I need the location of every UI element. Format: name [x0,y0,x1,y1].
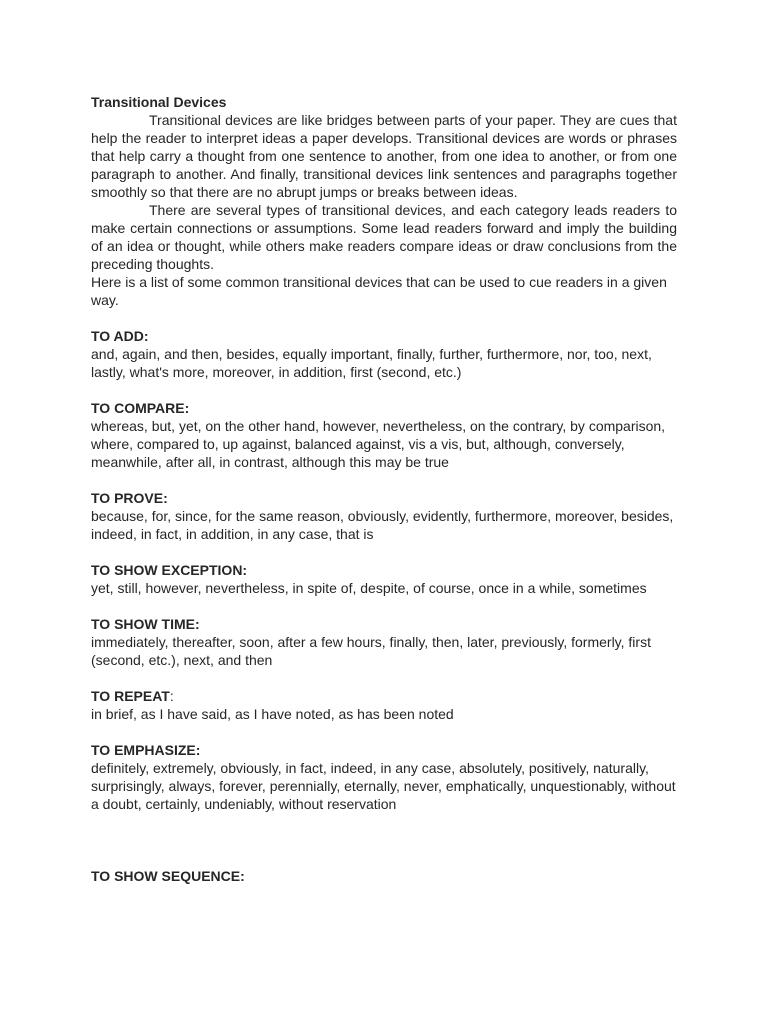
section-heading: TO SHOW SEQUENCE: [91,868,245,884]
list-intro-paragraph: Here is a list of some common transitional devices that can be used to cue readers in a given way. [91,274,667,308]
section-heading: TO PROVE: [91,490,168,506]
section-heading-text: TO REPEAT [91,688,170,704]
paragraph-2: There are several types of transitional devices, and each category leads readers to make certain connections or assumptions. Some lead readers forward and imply the building of an idea or thought, while others make readers compare ideas or draw conclusions from the preceding thoughts. [91,202,677,272]
section-to-emphasize [91,741,677,813]
document-page [91,93,677,885]
document-title: Transitional Devices [91,94,227,110]
section-heading: TO COMPARE: [91,400,190,416]
section-body: in brief, as I have said, as I have noted, as has been noted [91,706,454,722]
paragraph-1: Transitional devices are like bridges between parts of your paper. They are cues that help the reader to interpret ideas a paper develops. Transitional devices are words or phrases that help carry a thought from one sentence to another, from one idea to another, or from one paragraph to another. And finally, transitional devices link sentences and paragraphs together smoothly so that there are no abrupt jumps or breaks between ideas. [91,112,677,200]
section-to-prove [91,489,677,543]
section-heading [91,687,677,705]
section-to-show-sequence [91,867,677,885]
section-body: definitely, extremely, obviously, in fact, indeed, in any case, absolutely, positively, naturally, surprisingly, always, forever, perennially, eternally, never, emphatically, unquestionably, without a doubt, certainly, undeniably, without reservation [91,760,676,812]
section-to-compare [91,399,677,471]
section-to-add [91,327,677,381]
section-heading: TO ADD: [91,328,149,344]
section-body: and, again, and then, besides, equally important, finally, further, furthermore, nor, too, next, lastly, what's more, moreover, in addition, first (second, etc.) [91,346,652,380]
section-to-repeat [91,687,677,723]
section-heading: TO SHOW TIME: [91,616,200,632]
section-body: yet, still, however, nevertheless, in spite of, despite, of course, once in a while, sometimes [91,580,647,596]
section-to-show-time [91,615,677,669]
section-body: because, for, since, for the same reason, obviously, evidently, furthermore, moreover, besides, indeed, in fact, in addition, in any case, that is [91,508,674,542]
section-to-show-exception [91,561,677,597]
section-heading-colon: : [169,688,174,704]
section-heading: TO SHOW EXCEPTION: [91,562,248,578]
section-body: immediately, thereafter, soon, after a few hours, finally, then, later, previously, formerly, first (second, etc.), next, and then [91,634,651,668]
section-body: whereas, but, yet, on the other hand, however, nevertheless, on the contrary, by comparison, where, compared to, up against, balanced against, vis a vis, but, although, conversely, meanwhile, after all, in contrast, although this may be true [91,418,666,470]
section-heading: TO EMPHASIZE: [91,742,201,758]
